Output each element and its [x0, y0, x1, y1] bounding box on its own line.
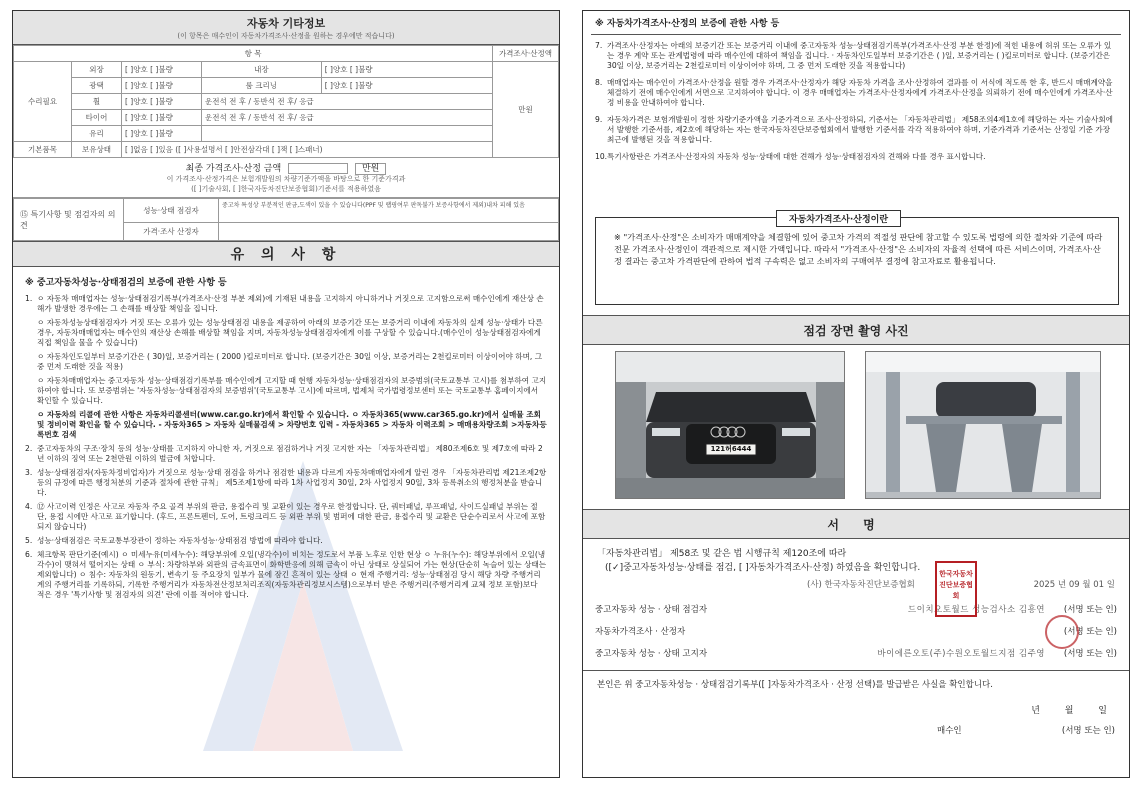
price-items	[583, 35, 1129, 164]
right-page	[582, 10, 1130, 778]
price-item: 8. 매매업자는 매수인이 가격조사·산정을 원할 경우 가격조사·산정자가 해당 자동차 가격을 조사·산정하여 결과를 이 서식에 적도록 한 후, 반드시 매매계약을 체결하기 전에 매수인에게 서면으로 고지하여야 합니다. 이 경우 매매업자는 가격조사·산정자에게 가격조사·산정을 의뢰하기 전에 매수인에게 가격조사·산정 비용을 안내하여야 합니다.	[595, 78, 1113, 108]
notice-item: ㅇ 자동차의 리콜에 관한 사항은 자동차리콜센터(www.car.go.kr)에서 확인할 수 있습니다. ㅇ 자동차365(www.car365.go.kr)에서 실매물 조회 및 정비이력 확인을 할 수 있습니다. - 자동차365 > 자동차 실매물검색 > 차량번호 입력 - 자동차365 > 자동차 이력조회 > 매매용차량조회 >자동차등록번호 검색	[37, 410, 547, 440]
notice-item: ㅇ 자동차인도일부터 보증기간은 ( 30)일, 보증거리는 ( 2000 )킬로미터로 합니다. (보증기간은 30일 이상, 보증거리는 2천킬로미터 이상이어야 하며, 그 중 먼저 도래한 것을 적용)	[37, 352, 543, 372]
sign-date: 2025 년 09 월 01 일	[1033, 579, 1115, 590]
row-name: 내장	[202, 62, 322, 78]
row-extra: 운전석 전 후 / 동반석 전 후/ 응급	[202, 94, 493, 110]
other-info-table	[13, 45, 559, 158]
signer-row: 중고자동차 성능 · 상태 고지자 바이에른오토(주)수원오토월드지점 김주영 (서명 또는 인)	[595, 648, 1117, 659]
row-option: [ ]양호 [ ]불량	[122, 110, 202, 126]
car-front-illustration	[616, 352, 845, 499]
unit-label: 만원	[493, 62, 559, 158]
other-info-title: 자동차 기타정보	[246, 17, 326, 30]
assoc-date-row	[583, 576, 1129, 592]
row-name: 휠	[72, 94, 122, 110]
final-price-block	[13, 158, 559, 198]
price-header: 가격조사·산정액	[493, 46, 559, 62]
price-definition-box	[595, 217, 1119, 305]
row-option: [ ]양호 [ ]불량	[122, 126, 202, 142]
notice-item: 4. ⑫ 사고이력 인정은 사고로 자동차 주요 골격 부위의 판금, 용접수리 및 교환이 있는 경우로 한정합니다. 단, 쿼터패널, 루프패널, 사이드실패널 부위는 절단, 용접 시에만 사고로 표기합니다. (후드, 프론트펜더, 도어, 트렁크리드 등 외판 부위 및 범퍼에 대한 판금, 용접수리 및 교환은 단순수리로서 사고에 포함되지 않습니다)	[25, 502, 546, 532]
special-who: 가격·조사 산정자	[124, 223, 219, 241]
row-name: 외장	[72, 62, 122, 78]
final-price-label: 최종 가격조사·산정 금액	[185, 164, 282, 174]
buyer-label: 매수인	[937, 725, 962, 736]
notice-items	[13, 292, 559, 602]
price-item: 9. 자동차가격은 보험개발원이 정한 차량기준가액을 기준가격으로 조사·산정하되, 기준서는 「자동차관리법」 제58조의4제1호에 해당하는 자는 기술사회에서 발행한 기준서를, 제2호에 해당하는 자는 한국자동차진단보증협회에서 발행한 기준서를 각각 적용하여야 하며, 기준가격과 기준서는 산정일 기준 가장 최근에 발행된 것을 적용합니다.	[595, 115, 1114, 145]
notice-item: 1. ㅇ 자동차 매매업자는 성능·상태점검기록부(가격조사·산정 부분 제외)에 기재된 내용을 고지하지 아니하거나 거짓으로 고지함으로써 매수인에게 재산상 손해가 발생한 경우에는 그 손해를 배상할 책임을 집니다.	[25, 294, 544, 314]
association-name: (사) 한국자동차진단보증협회	[807, 579, 915, 590]
final-note-2: ([ ]기술사회, [ ]한국자동차진단보증협회)기준서를 적용하였음	[191, 185, 381, 193]
special-table	[13, 198, 559, 241]
row-name: 유리	[72, 126, 122, 142]
notice-item: 6. 체크항목 판단기준(예시) ㅇ 미세누유(미세누수): 해당부위에 오일(냉각수)이 비치는 정도로서 부품 노후로 인한 현상 ㅇ 누유(누수): 해당부위에서 오일(냉각수)이 맺혀서 떨어지는 상태 ㅇ 부식: 차량하부와 외판의 금속표면이 화학반응에 의해 금속이 아닌 상태로 상실되어 가는 현상(단순히 녹슬어 있는 상태는 제외합니다) ㅇ 침수: 자동차의 원동기, 변속기 등 주요장치 일부가 물에 잠긴 흔적이 있는 상태 ㅇ 현재 주행거리: 성능·상태점검 당시 해당 차량 주행거리계의 주행거리를 기록하되, 기록한 주행거리가 자동차전산정보처리조직(자동차관리정보시스템)으로부터 받은 주행거리(주행거리계 교체 정보 포함)보다 적은 경우 '특기사항 및 점검자의 의견' 란에 이를 적어야 합니다.	[25, 550, 547, 600]
row-name: 보유상태	[72, 142, 122, 158]
sign-line-1: 「자동차관리법」 제58조 및 같은 법 시행규칙 제120조에 따라	[597, 549, 847, 559]
other-info-header	[13, 11, 559, 45]
buyer-sign: (서명 또는 인)	[1061, 725, 1115, 736]
row-option: [ ]양호 [ ]불량	[122, 62, 202, 78]
price-definition-title: 자동차가격조사·산정이란	[776, 210, 901, 227]
row-option: [ ]양호 [ ]불량	[321, 62, 492, 78]
signer-row: 자동차가격조사 · 산정자 (서명 또는 인)	[595, 626, 1117, 637]
notice-item: ㅇ 자동차성능상태점검자가 거짓 또는 오류가 있는 성능상태점검 내용을 제공하여 아래의 보증기간 또는 보증거리 이내에 자동차의 실제 성능·상태가 다른 경우, 자동차매매업자는 매수인의 재산상 손해를 배상할 책임을 지며, 자동차성능상태점검자에게 이를 구상할 수 있습니다.(매수인이 성능상태점검자에게 직접 책임을 물을 수 있습니다)	[37, 318, 543, 348]
price-section-title: ※ 자동차가격조사·산정의 보증에 관한 사항 등	[591, 11, 1121, 35]
special-note: 중고차 특성상 부분적인 판금,도색이 있을 수 있습니다(PPF 및 랩핑여부 판독불가 보증사항에서 제외)내차 피해 있음	[219, 199, 559, 223]
sign-line-2: ([✓]중고자동차성능·상태를 점검, [ ]자동차가격조사·산정) 하였음을 확인합니다.	[605, 563, 921, 574]
notice-item: 3. 성능·상태점검자(자동차정비업자)가 거짓으로 성능·상태 점검을 하거나 점검한 내용과 다르게 자동차매매업자에게 알린 경우 「자동차관리법 제21조제2항 등의 규정에 따른 행정처분의 기준과 절차에 관한 규칙」 제5조제1항에 따라 1차 사업정지 30일, 2차 사업정지 90일, 3차 등록취소의 행정처분을 받습니다.	[25, 468, 547, 498]
notice-item: ㅇ 자동차매매업자는 중고자동차 성능·상태점검기록부를 매수인에게 고지할 때 현행 자동차성능·상태점검자의 보증범위(국토교통부 고시)를 첨부하여 고지하여야 합니다. 또 보증범위는 '자동차성능·상태점검자의 보증범위'(국토교통부 고시)에 따르며, 법제처 국가법령정보센터 또는 국토교통부 홈페이지에서 확인할 수 있습니다.	[37, 376, 547, 406]
association-seal: 한국자동차진단보증협회	[935, 561, 977, 617]
special-label: ⑮ 특기사항 및 점검자의 의견	[14, 199, 124, 241]
inspection-photo-lift	[865, 351, 1101, 499]
price-item: 10. 특기사항란은 가격조사·산정자의 자동차 성능·상태에 대한 견해가 성능·상태점검자의 견해와 다를 경우 표시합니다.	[595, 152, 986, 162]
photo-title: 점검 장면 촬영 사진	[583, 315, 1129, 345]
left-page	[12, 10, 560, 778]
sign-title: 서 명	[583, 509, 1129, 539]
row-extra: 운전석 전 후 / 동반석 전 후/ 응급	[202, 110, 493, 126]
notice-item: 2. 중고자동차의 구조·장치 등의 성능·상태를 고지하지 아니한 자, 거짓으로 점검하거나 거짓 고지한 자는 「자동차관리법」 제80조제6호 및 제7호에 따라 2년 이하의 징역 또는 2천만원 이하의 벌금에 처합니다.	[25, 444, 543, 464]
inspector-seal	[1045, 615, 1079, 649]
notice-title: 유 의 사 항	[13, 241, 559, 267]
basic-label: 기본품목	[14, 142, 72, 158]
license-plate: 121허6444	[710, 445, 752, 453]
special-note	[219, 223, 559, 241]
car-lift-illustration	[866, 352, 1101, 499]
sign-block	[583, 547, 1129, 738]
other-info-subtitle: (이 항목은 매수인이 자동차가격조사·산정을 원하는 경우에만 적습니다)	[177, 32, 395, 40]
row-option: [ ]양호 [ ]불량	[122, 94, 202, 110]
special-who: 성능·상태 점검자	[124, 199, 219, 223]
price-definition-text: ※ "가격조사·산정"은 소비자가 매매계약을 체결함에 있어 중고차 가격의 적절성 판단에 참고할 수 있도록 법령에 의한 절차와 기준에 따라 전문 가격조사·산정인이 객관적으로 제시한 가액입니다. 따라서 "가격조사·산정"은 소비자의 자율적 선택에 따른 서비스이며, 가격조사·산정 결과는 중고차 가격판단에 관하여 법적 구속력은 없고 소비자의 구매여부 결정에 참고자료로 활용됩니다.	[614, 232, 1103, 266]
row-option: [ ]양호 [ ]불량	[321, 78, 492, 94]
inspection-photo-front	[615, 351, 845, 499]
row-name: 광택	[72, 78, 122, 94]
issue-date: 년 월 일	[1031, 705, 1107, 716]
final-price-box	[288, 163, 348, 174]
row-name: 룸 크리닝	[202, 78, 322, 94]
issue-text: 본인은 위 중고자동차성능 · 상태점검기록부([ ]자동차가격조사 · 산정 선택)를 발급받은 사실을 확인합니다.	[583, 670, 1129, 697]
final-price-unit: 만원	[355, 163, 386, 175]
item-header: 항 목	[14, 46, 493, 62]
signer-row: 중고자동차 성능 · 상태 점검자 드이치오토월드 성능검사소 김흥연 (서명 또는 인)	[595, 604, 1117, 615]
final-note-1: 이 가격조사·산정가격은 보험개발원의 차량기준가액을 바탕으로 한 기준가격과	[166, 175, 406, 183]
row-option: [ ]양호 [ ]불량	[122, 78, 202, 94]
row-name: 타이어	[72, 110, 122, 126]
notice-item: 5. 성능·상태점검은 국토교통부장관이 정하는 자동차성능·상태점검 방법에 따라야 합니다.	[25, 536, 323, 546]
buyer-row	[583, 722, 1129, 738]
price-item: 7. 가격조사·산정자는 아래의 보증기간 또는 보증거리 이내에 중고자동차 성능·상태점검기록부(가격조사·산정 부분 한정)에 적힌 내용에 허위 또는 오류가 있는 경우 계약 또는 관계법령에 따라 매수인에 대하여 책임을 집니다. · 자동차인도일부터 보증기간은 ( )일, 보증거리는 ( )킬로미터로 합니다. (보증기간은 30일 이상, 보증거리는 2천킬로미터 이상이어야 하며, 그 중 먼저 도래한 것을 적용합니다)	[595, 41, 1112, 71]
notice-subtitle: ※ 중고자동차성능·상태점검의 보증에 관한 사항 등	[25, 278, 227, 288]
repair-label: 수리필요	[14, 62, 72, 142]
row-option: [ ]없음 [ ]있음 ([ ]사용설명서 [ ]안전삼각대 [ ]잭 [ ]스패너)	[122, 142, 493, 158]
